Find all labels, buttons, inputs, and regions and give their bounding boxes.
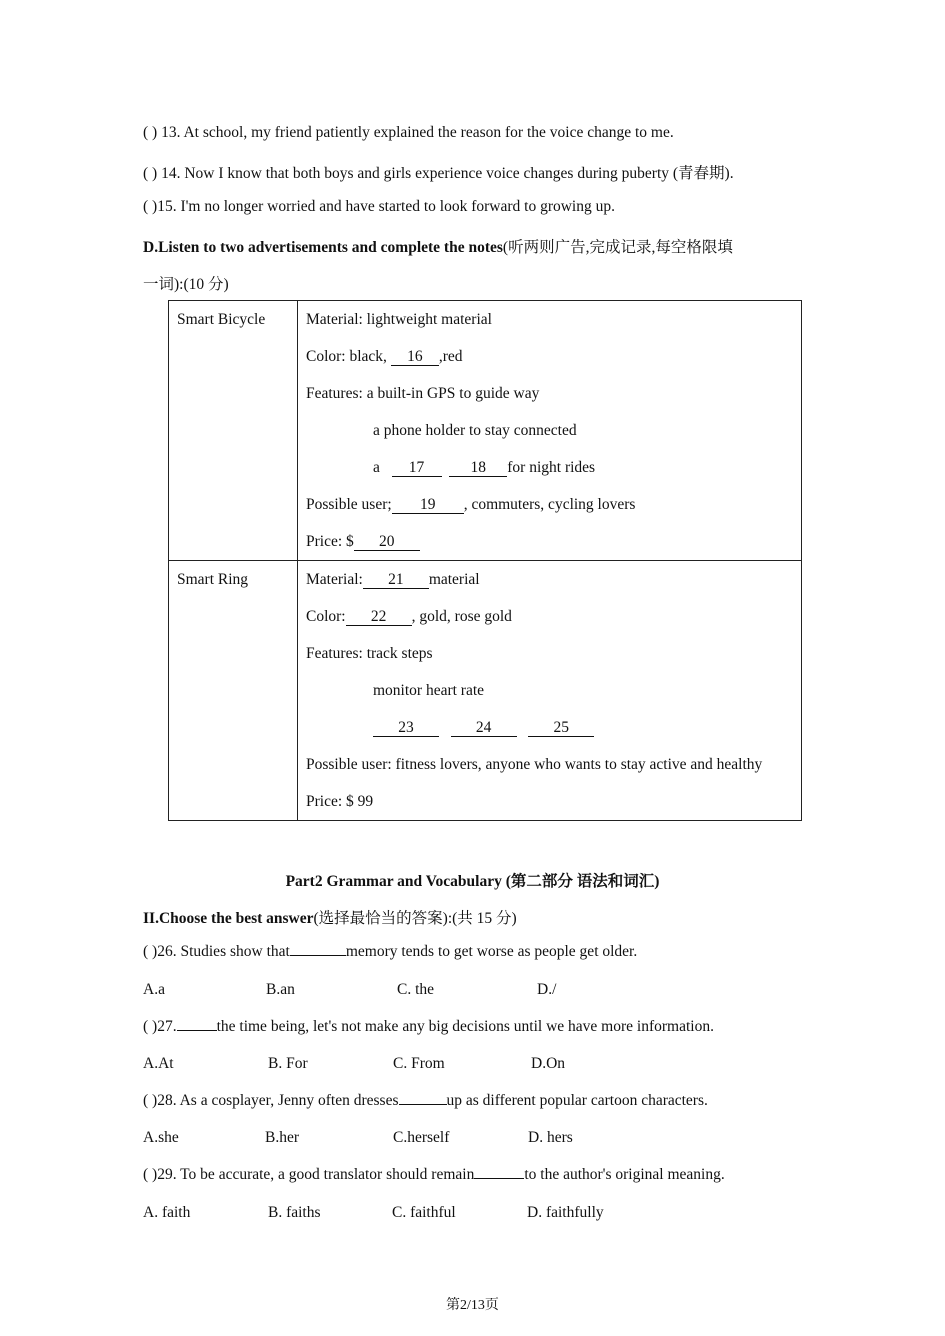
question-15: ( )15. I'm no longer worried and have started to look forward to growing up. bbox=[143, 198, 615, 215]
section-ii-heading: II.Choose the best answer(选择最恰当的答案):(共 15 分) bbox=[143, 910, 517, 927]
ring-user: Possible user: fitness lovers, anyone who wants to stay active and healthy bbox=[306, 756, 763, 773]
blank-16: 16 bbox=[391, 349, 439, 366]
smart-bicycle-row bbox=[169, 301, 802, 561]
blank-23: 23 bbox=[373, 720, 439, 737]
section-d-heading: D.Listen to two advertisements and complete the notes(听两则广告,完成记录,每空格限填 bbox=[143, 239, 733, 256]
option-a: A. faith bbox=[143, 1204, 191, 1221]
option-a: A.she bbox=[143, 1129, 179, 1146]
option-b: B. faiths bbox=[268, 1204, 321, 1221]
blank-20: 20 bbox=[354, 534, 420, 551]
option-c: C. From bbox=[393, 1055, 445, 1072]
blank-18: 18 bbox=[449, 460, 507, 477]
question-28: ( )28. As a cosplayer, Jenny often dresses up as different popular cartoon characters. bbox=[143, 1092, 708, 1109]
blank-17: 17 bbox=[392, 460, 442, 477]
bicycle-feature-2: a phone holder to stay connected bbox=[373, 422, 577, 439]
option-c: C. faithful bbox=[392, 1204, 456, 1221]
blank-19: 19 bbox=[392, 497, 464, 514]
ring-price: Price: $ 99 bbox=[306, 793, 374, 810]
notes-table bbox=[168, 300, 802, 821]
bicycle-user: Possible user; 19 , commuters, cycling lovers bbox=[306, 496, 636, 513]
bicycle-price: Price: $ 20 bbox=[298, 523, 801, 560]
blank-21: 21 bbox=[363, 572, 429, 589]
page-number: 第2/13页 bbox=[446, 1298, 499, 1313]
option-d: D. faithfully bbox=[527, 1204, 604, 1221]
smart-ring-row bbox=[169, 561, 802, 821]
question-14: ( ) 14. Now I know that both boys and girls experience voice changes during puberty (青春期). bbox=[143, 165, 734, 182]
bicycle-material: Material: lightweight material bbox=[306, 311, 492, 328]
ring-color: Color: 22 , gold, rose gold bbox=[306, 608, 512, 625]
smart-bicycle-details bbox=[298, 301, 802, 561]
blank-22: 22 bbox=[346, 609, 412, 626]
blank-25: 25 bbox=[528, 720, 594, 737]
section-d-heading-line2: 一词):(10 分) bbox=[143, 276, 229, 293]
smart-bicycle-label: Smart Bicycle bbox=[169, 301, 298, 561]
option-d: D. hers bbox=[528, 1129, 573, 1146]
option-b: B. For bbox=[268, 1055, 308, 1072]
smart-ring-details bbox=[298, 561, 802, 821]
part2-title: Part2 Grammar and Vocabulary (第二部分 语法和词汇) bbox=[285, 873, 660, 890]
ring-feature-blanks bbox=[298, 709, 801, 746]
question-26: ( )26. Studies show that memory tends to get worse as people get older. bbox=[143, 943, 638, 960]
question-27: ( )27. the time being, let's not make any big decisions until we have more information. bbox=[143, 1018, 714, 1035]
smart-ring-label: Smart Ring bbox=[169, 561, 298, 821]
blank-24: 24 bbox=[451, 720, 517, 737]
question-13: ( ) 13. At school, my friend patiently explained the reason for the voice change to me. bbox=[143, 124, 674, 141]
ring-feature-2: monitor heart rate bbox=[373, 682, 485, 699]
ring-material: Material: 21 material bbox=[306, 571, 480, 588]
option-a: A.a bbox=[143, 981, 165, 998]
option-b: B.an bbox=[266, 981, 295, 998]
option-d: D.On bbox=[531, 1055, 566, 1072]
bicycle-feature-3: a 17 18 for night rides bbox=[373, 459, 596, 476]
option-a: A.At bbox=[143, 1055, 174, 1072]
bicycle-features: Features: a built-in GPS to guide way bbox=[306, 385, 540, 402]
bicycle-color: Color: black, 16 ,red bbox=[306, 348, 463, 365]
option-d: D./ bbox=[537, 981, 557, 998]
question-29: ( )29. To be accurate, a good translator should remain to the author's original meaning. bbox=[143, 1166, 725, 1183]
option-c: C. the bbox=[397, 981, 435, 998]
ring-features: Features: track steps bbox=[306, 645, 433, 662]
option-c: C.herself bbox=[393, 1129, 450, 1146]
option-b: B.her bbox=[265, 1129, 300, 1146]
